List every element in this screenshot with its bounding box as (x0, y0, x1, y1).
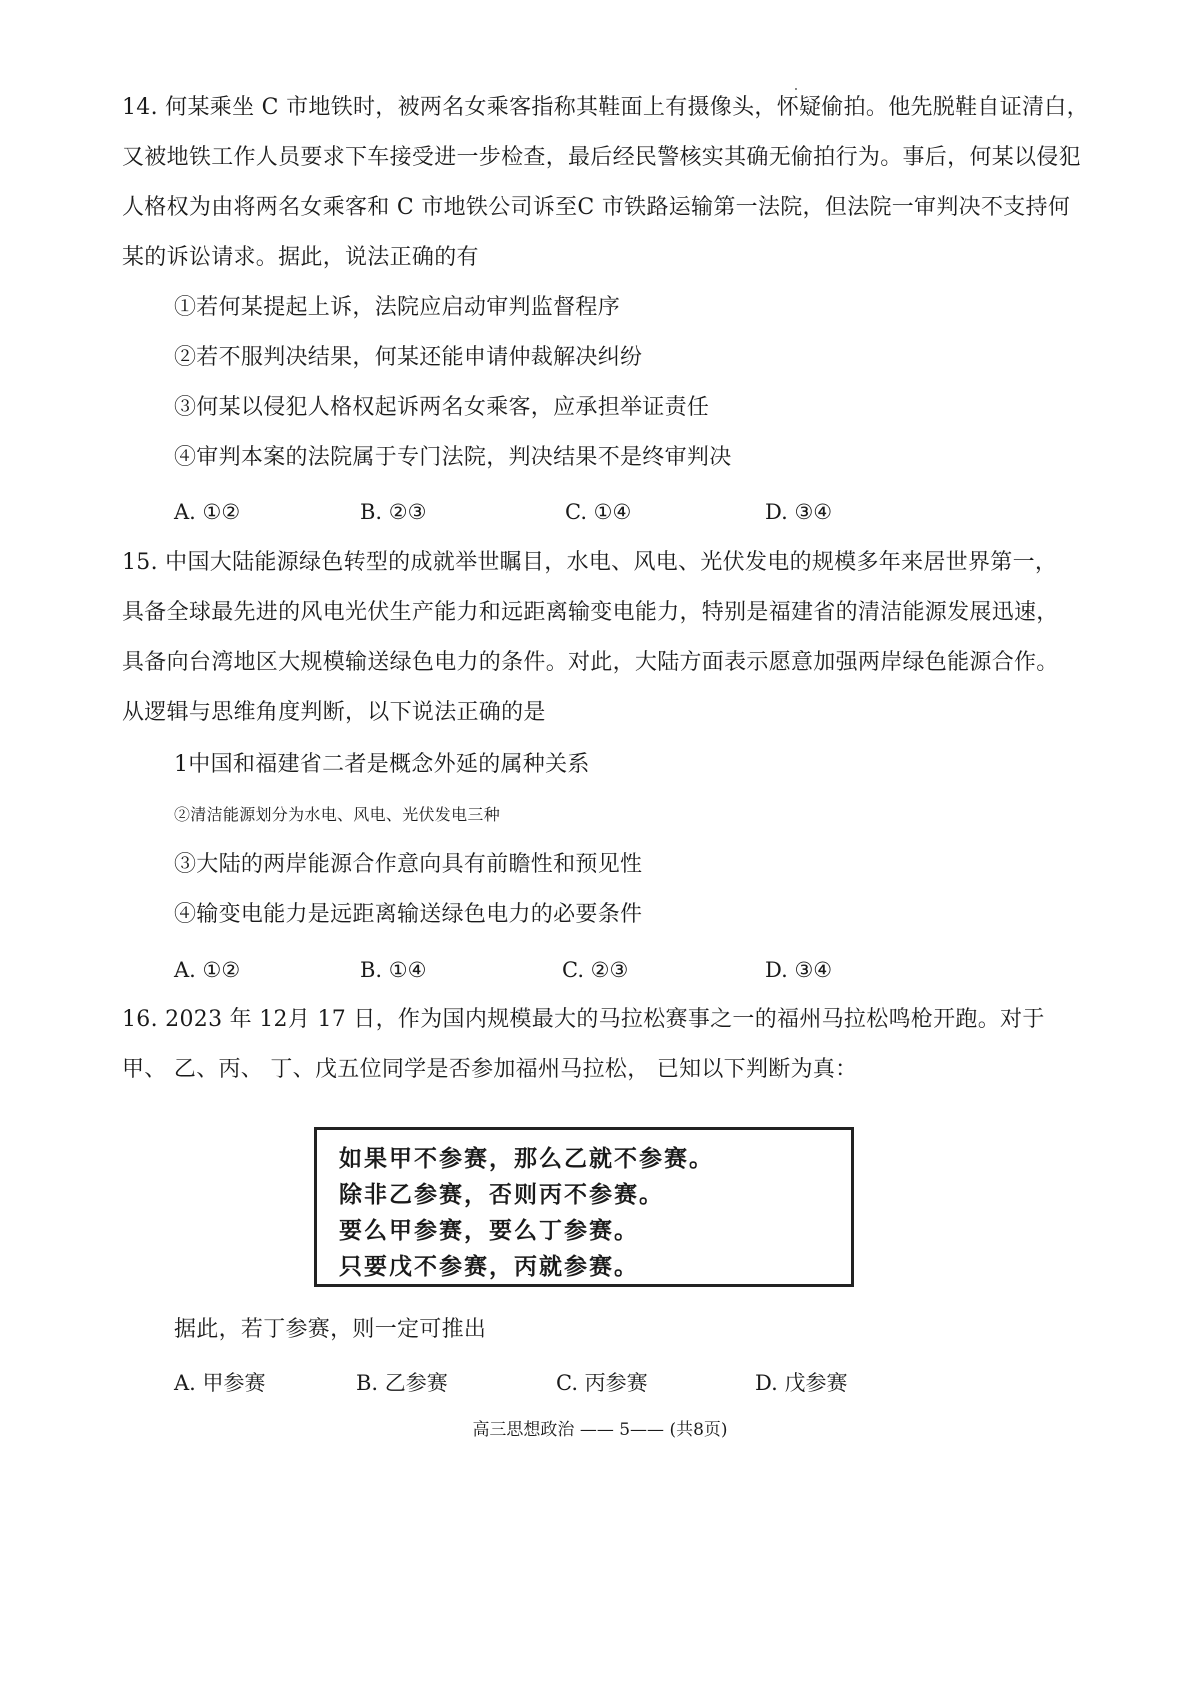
q14-stem-line-2: 又被地铁工作人员要求下车接受进一步检查，最后经民警核实其确无偷拍行为。事后，何某以侵犯 (122, 145, 1081, 170)
q14-option-d: D. ③④ (765, 500, 833, 524)
page-footer: 高三思想政治 —— 5—— (共8页) (472, 1420, 728, 1440)
q15-statement-2: ②清洁能源划分为水电、风电、光伏发电三种 (174, 805, 501, 824)
q14-option-c: C. ①④ (565, 500, 632, 524)
q15-option-c: C. ②③ (562, 958, 629, 982)
scan-speck (795, 88, 797, 90)
q15-stem-line-3: 具备向台湾地区大规模输送绿色电力的条件。对此，大陆方面表示愿意加强两岸绿色能源合作。 (122, 650, 1059, 675)
q15-stem-line-1: 15. 中国大陆能源绿色转型的成就举世瞩目，水电、风电、光伏发电的规模多年来居世界第一， (122, 550, 1058, 575)
q15-statement-4: ④输变电能力是远距离输送绿色电力的必要条件 (174, 902, 643, 927)
q14-option-b: B. ②③ (360, 500, 427, 524)
q15-option-b: B. ①④ (360, 958, 427, 982)
q16-question: 据此，若丁参赛，则一定可推出 (174, 1317, 487, 1342)
q16-stem-line-2: 甲、 乙、丙、 丁、戊五位同学是否参加福州马拉松， 已知以下判断为真： (122, 1057, 858, 1082)
q16-option-a: A. 甲参赛 (174, 1371, 266, 1395)
q15-option-d: D. ③④ (765, 958, 833, 982)
q16-condition-3: 要么甲参赛，要么丁参赛。 (339, 1218, 639, 1244)
q16-option-b: B. 乙参赛 (356, 1371, 448, 1395)
q15-statement-3: ③大陆的两岸能源合作意向具有前瞻性和预见性 (174, 852, 643, 877)
q15-option-a: A. ①② (174, 958, 241, 982)
q14-option-a: A. ①② (174, 500, 241, 524)
q14-stem-line-3: 人格权为由将两名女乘客和 C 市地铁公司诉至C 市铁路运输第一法院，但法院一审判决不支持何 (122, 195, 1071, 220)
q16-conditions-box (314, 1127, 854, 1287)
q15-statement-1: 1中国和福建省二者是概念外延的属种关系 (174, 752, 590, 777)
q14-statement-1: ①若何某提起上诉，法院应启动审判监督程序 (174, 295, 621, 320)
q14-stem-line-4: 某的诉讼请求。据此，说法正确的有 (122, 245, 479, 270)
q14-statement-2: ②若不服判决结果，何某还能申请仲裁解决纠纷 (174, 345, 643, 370)
q14-statement-3: ③何某以侵犯人格权起诉两名女乘客，应承担举证责任 (174, 395, 710, 420)
q16-condition-1: 如果甲不参赛，那么乙就不参赛。 (339, 1146, 714, 1172)
q16-option-d: D. 戊参赛 (755, 1371, 848, 1395)
q15-stem-line-4: 从逻辑与思维角度判断，以下说法正确的是 (122, 700, 546, 725)
q15-stem-line-2: 具备全球最先进的风电光伏生产能力和远距离输变电能力，特别是福建省的清洁能源发展迅速， (122, 600, 1059, 625)
q14-stem-line-1: 14. 何某乘坐 C 市地铁时，被两名女乘客指称其鞋面上有摄像头，怀疑偷拍。他先脱鞋自证清白， (122, 95, 1089, 120)
q16-condition-2: 除非乙参赛，否则丙不参赛。 (339, 1182, 664, 1208)
q16-option-c: C. 丙参赛 (556, 1371, 648, 1395)
q16-stem-line-1: 16. 2023 年 12月 17 日，作为国内规模最大的马拉松赛事之一的福州马拉松鸣枪开跑。对于 (122, 1007, 1045, 1032)
q14-statement-4: ④审判本案的法院属于专门法院，判决结果不是终审判决 (174, 445, 732, 470)
q16-condition-4: 只要戊不参赛，丙就参赛。 (339, 1254, 639, 1280)
